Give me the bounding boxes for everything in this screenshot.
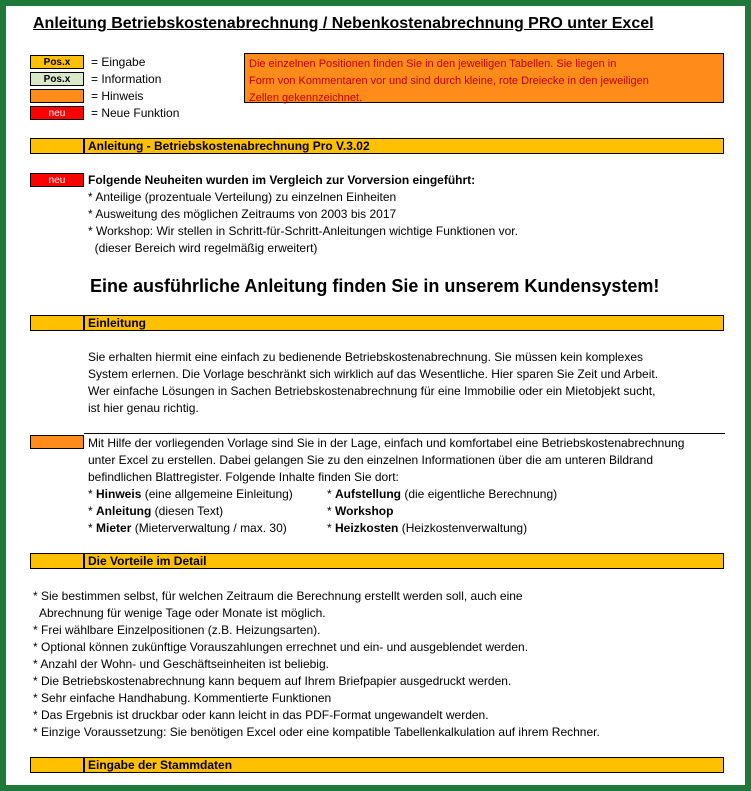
new-features-heading: Folgende Neuheiten wurden im Vergleich zur Vorversion eingeführt: (88, 173, 476, 187)
sheet-desc: (Heizkostenverwaltung) (398, 521, 528, 535)
feature-item: * Anteilige (prozentuale Verteilung) zu einzelnen Einheiten (88, 190, 397, 204)
page-title: Anleitung Betriebskostenabrechnung / Nebenkostenabrechnung PRO unter Excel (33, 15, 654, 32)
legend-label-eingabe: = Eingabe (91, 55, 146, 69)
section-marker (30, 553, 84, 569)
sheet-item: * Hinweis (eine allgemeine Einleitung) (88, 487, 293, 501)
legend-box-neu: neu (30, 106, 84, 120)
section-marker (30, 757, 84, 773)
advantage-item: * Sie bestimmen selbst, für welchen Zeitraum die Berechnung erstellt werden soll, auch eine (33, 589, 523, 603)
sheet-name: Aufstellung (335, 487, 402, 501)
legend-box-eingabe: Pos.x (30, 55, 84, 69)
divider (84, 433, 725, 434)
legend-box-information: Pos.x (30, 72, 84, 86)
sheet-name: Anleitung (96, 504, 152, 518)
legend-box-hinweis (30, 89, 84, 103)
legend-label-neu: = Neue Funktion (91, 106, 180, 120)
legend-label-information: = Information (91, 72, 162, 86)
sheet-name: Heizkosten (335, 521, 399, 535)
sheet-item: * Aufstellung (die eigentliche Berechnung) (327, 487, 558, 501)
advantage-item: * Anzahl der Wohn- und Geschäftseinheiten ist beliebig. (33, 657, 329, 671)
section-header-einleitung: Einleitung (84, 315, 724, 331)
legend-label-hinweis: = Hinweis (91, 89, 144, 103)
section-header-version: Anleitung - Betriebskostenabrechnung Pro V.3.02 (84, 138, 724, 154)
big-notice: Eine ausführliche Anleitung finden Sie in unserem Kundensystem! (90, 276, 660, 296)
neu-badge: neu (30, 173, 84, 187)
intro-line: ist hier genau richtig. (88, 401, 199, 415)
sheet-item: * Anleitung (diesen Text) (88, 504, 224, 518)
feature-item: (dieser Bereich wird regelmäßig erweitert) (88, 241, 318, 255)
info-line: Zellen gekennzeichnet. (249, 92, 363, 104)
hint-line: unter Excel zu erstellen. Dabei gelangen Sie zu den einzelnen Informationen über die am unteren Bildrand (88, 453, 654, 467)
advantage-item: * Optional können zukünftige Vorauszahlungen errechnet und ein- und ausgeblendet werden. (33, 640, 529, 654)
hint-line: Mit Hilfe der vorliegenden Vorlage sind Sie in der Lage, einfach und komfortabel eine Betriebskostenabrechnung (88, 436, 685, 450)
advantage-item: * Das Ergebnis ist druckbar oder kann leicht in das PDF-Format ungewandelt werden. (33, 708, 489, 722)
advantage-item: * Sehr einfache Handhabung. Kommentierte Funktionen (33, 691, 332, 705)
hint-marker (30, 435, 84, 449)
sheet-item: * Heizkosten (Heizkostenverwaltung) (327, 521, 528, 535)
section-marker (30, 315, 84, 331)
intro-line: Sie erhalten hiermit eine einfach zu bedienende Betriebskostenabrechnung. Sie müssen kein komplexes (88, 350, 644, 364)
sheet-desc: (diesen Text) (151, 504, 224, 518)
advantage-item: * Die Betriebskostenabrechnung kann bequem auf Ihrem Briefpapier ausgedruckt werden. (33, 674, 512, 688)
sheet-desc: (Mieterverwaltung / max. 30) (131, 521, 287, 535)
info-line: Form von Kommentaren vor und sind durch kleine, rote Dreiecke in den jeweiligen (249, 75, 649, 87)
advantage-item: Abrechnung für wenige Tage oder Monate ist möglich. (33, 606, 326, 620)
sheet-item: * Mieter (Mieterverwaltung / max. 30) (88, 521, 287, 535)
sheet-name: Hinweis (96, 487, 142, 501)
advantage-item: * Einzige Voraussetzung: Sie benötigen Excel oder eine kompatible Tabellenkalkulation auf ihrem Rechner. (33, 725, 600, 739)
feature-item: * Ausweitung des möglichen Zeitraums von 2003 bis 2017 (88, 207, 397, 221)
intro-line: System erlernen. Die Vorlage beschränkt sich wirklich auf das Wesentliche. Hier sparen Sie Zeit und Arbeit. (88, 367, 659, 381)
section-header-stammdaten: Eingabe der Stammdaten (84, 757, 724, 773)
info-box (244, 53, 724, 103)
advantage-item: * Frei wählbare Einzelpositionen (z.B. Heizungsarten). (33, 623, 321, 637)
feature-item: * Workshop: Wir stellen in Schritt-für-Schritt-Anleitungen wichtige Funktionen vor. (88, 224, 518, 238)
hint-line: befindlichen Blattregister. Folgende Inhalte finden Sie dort: (88, 470, 399, 484)
info-line: Die einzelnen Positionen finden Sie in den jeweiligen Tabellen. Sie liegen in (249, 58, 617, 70)
sheet-name: Mieter (96, 521, 132, 535)
section-header-vorteile: Die Vorteile im Detail (84, 553, 724, 569)
sheet-name: Workshop (335, 504, 394, 518)
sheet-desc: (die eigentliche Berechnung) (401, 487, 558, 501)
sheet-item: * Workshop (327, 504, 394, 518)
sheet-desc: (eine allgemeine Einleitung) (141, 487, 293, 501)
section-marker (30, 138, 84, 154)
intro-line: Wer einfache Lösungen in Sachen Betriebskostenabrechnung für eine Immobilie oder ein Mietobjekt sucht, (88, 384, 656, 398)
